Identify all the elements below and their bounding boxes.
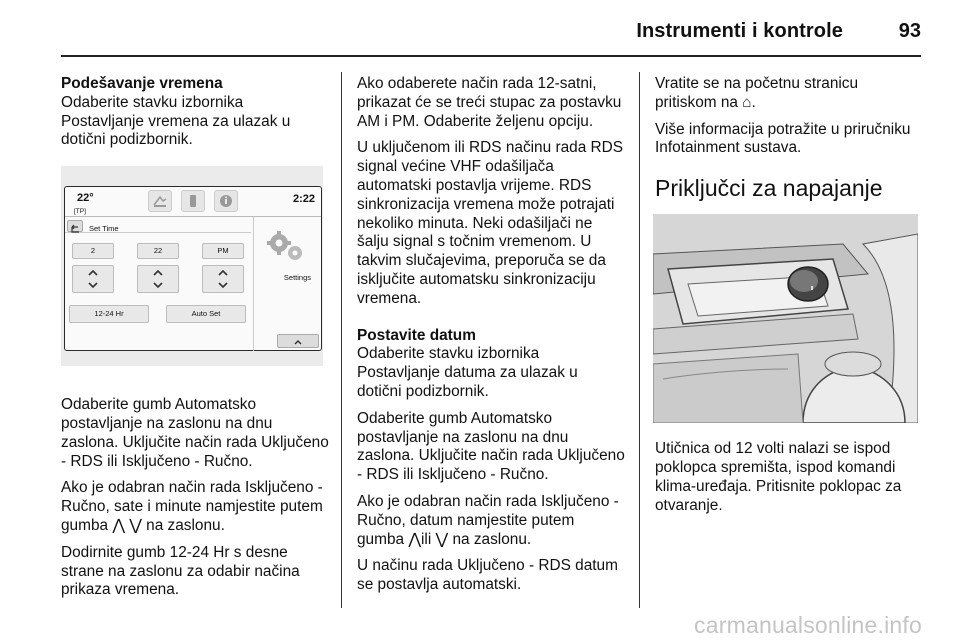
header-rule <box>61 55 921 57</box>
settings-panel-divider <box>253 217 254 351</box>
paragraph: Odaberite gumb Automatsko postavljanje na zaslonu na dnu zaslona. Uključite način rada Uključeno - RDS ili Isključeno - Ručno. <box>357 409 625 484</box>
paragraph-with-arrows <box>357 493 625 549</box>
power-outlet-illustration <box>653 214 918 423</box>
up-down-arrow-icon: ⋀ ⋁ <box>112 516 142 534</box>
chevron-up-down-icon <box>203 266 243 292</box>
paragraph-text: Vratite se na početnu stranicu pritiskom na <box>655 75 859 111</box>
chevron-up-icon <box>278 336 318 348</box>
set-time-label: Set Time <box>89 224 119 234</box>
audio-icon <box>148 190 172 212</box>
paragraph: Odaberite gumb Automatsko postavljanje na zaslonu na dnu zaslona. Uključite način rada Uključeno - RDS ili Isključeno - Ručno. <box>61 396 329 470</box>
settings-gear-icon <box>265 229 309 265</box>
paragraph: Ako odaberete način rada 12-satni, prikazat će se treći stupac za postavku AM i PM. Odaberite željenu opciju. <box>357 75 622 130</box>
watermark: carmanualsonline.info <box>694 612 922 638</box>
tp-indicator: [TP] <box>74 208 86 216</box>
back-arrow-icon <box>67 220 83 232</box>
paragraph-text: na zaslonu. <box>448 530 532 548</box>
column-divider-left <box>341 72 342 608</box>
infotainment-screen <box>64 186 322 351</box>
phone-icon <box>181 190 205 212</box>
chevron-up-down-icon <box>138 266 178 292</box>
12-24-hr-button: 12-24 Hr <box>69 305 149 323</box>
paragraph-text: na zaslonu. <box>141 516 225 534</box>
page-header <box>61 18 921 48</box>
hour-stepper <box>72 265 114 293</box>
section-heading-date: Postavite datum <box>357 326 476 344</box>
set-time-row <box>65 219 251 233</box>
header-title: Instrumenti i kontrole <box>636 20 843 42</box>
paragraph: Odaberite stavku izbornika Postavljanje datuma za ulazak u dotični podizbornik. <box>357 345 578 400</box>
paragraph: Odaberite stavku izbornika Postavljanje vremena za ulazak u dotični podizbornik. <box>61 93 291 149</box>
column-2 <box>357 75 625 603</box>
column-3 <box>655 75 923 523</box>
up-arrow-icon: ⋀ <box>408 530 421 548</box>
page-number: 93 <box>898 20 921 42</box>
auto-set-button: Auto Set <box>166 305 246 323</box>
hour-field: 2 <box>72 243 114 259</box>
down-arrow-icon: ⋁ <box>435 530 449 548</box>
paragraph-text: Ako je odabran način rada Isključeno - Ručno, sate i minute namjestite putem gumba <box>61 479 323 534</box>
ampm-field: PM <box>202 243 244 259</box>
set-time-figure <box>61 166 323 366</box>
paragraph-text: Ako je odabran način rada Isključeno - Ručno, datum namjestite putem gumba <box>357 492 619 548</box>
collapse-handle <box>277 334 319 348</box>
paragraph: U uključenom ili RDS načinu rada RDS signal većine VHF odašiljača automatski postavlja vrijeme. RDS sinkronizacija vremena može potrajati nekoliko minuta. Neki odašiljači ne šalju signal s točnim vremenom. U takvim slučajevima, preporuča se da isključite automatsku sinkronizaciju vremena. <box>357 139 624 307</box>
paragraph: Dodirnite gumb 12-24 Hr s desne strane na zaslonu za odabir načina prikaza vremena. <box>61 543 300 599</box>
paragraph: Više informacija potražite u priručniku Infotainment sustava. <box>655 120 911 157</box>
paragraph: Utičnica od 12 volti nalazi se ispod poklopca spremišta, ispod komandi klima-uređaja. Pritisnite poklopac za otvaranje. <box>655 440 902 514</box>
column-divider-right <box>639 72 640 608</box>
paragraph: U načinu rada Uključeno - RDS datum se postavlja automatski. <box>357 557 618 594</box>
minute-field: 22 <box>137 243 179 259</box>
paragraph-text: . <box>751 93 756 111</box>
clock-readout: 2:22 <box>292 193 315 206</box>
ampm-stepper <box>202 265 244 293</box>
paragraph-text: ili <box>420 530 436 548</box>
settings-label: Settings <box>283 273 311 283</box>
section-heading-power: Priključci za napajanje <box>655 175 883 202</box>
paragraph-with-arrows <box>61 479 329 535</box>
chevron-up-down-icon <box>73 266 113 292</box>
section-heading-time: Podešavanje vremena <box>61 75 223 92</box>
info-icon <box>214 190 238 212</box>
column-1 <box>61 75 329 608</box>
home-icon: ⌂ <box>742 93 752 111</box>
status-bar <box>65 187 321 217</box>
minute-stepper <box>137 265 179 293</box>
paragraph-with-icon <box>655 75 923 113</box>
temperature-readout: 22° <box>77 192 94 205</box>
